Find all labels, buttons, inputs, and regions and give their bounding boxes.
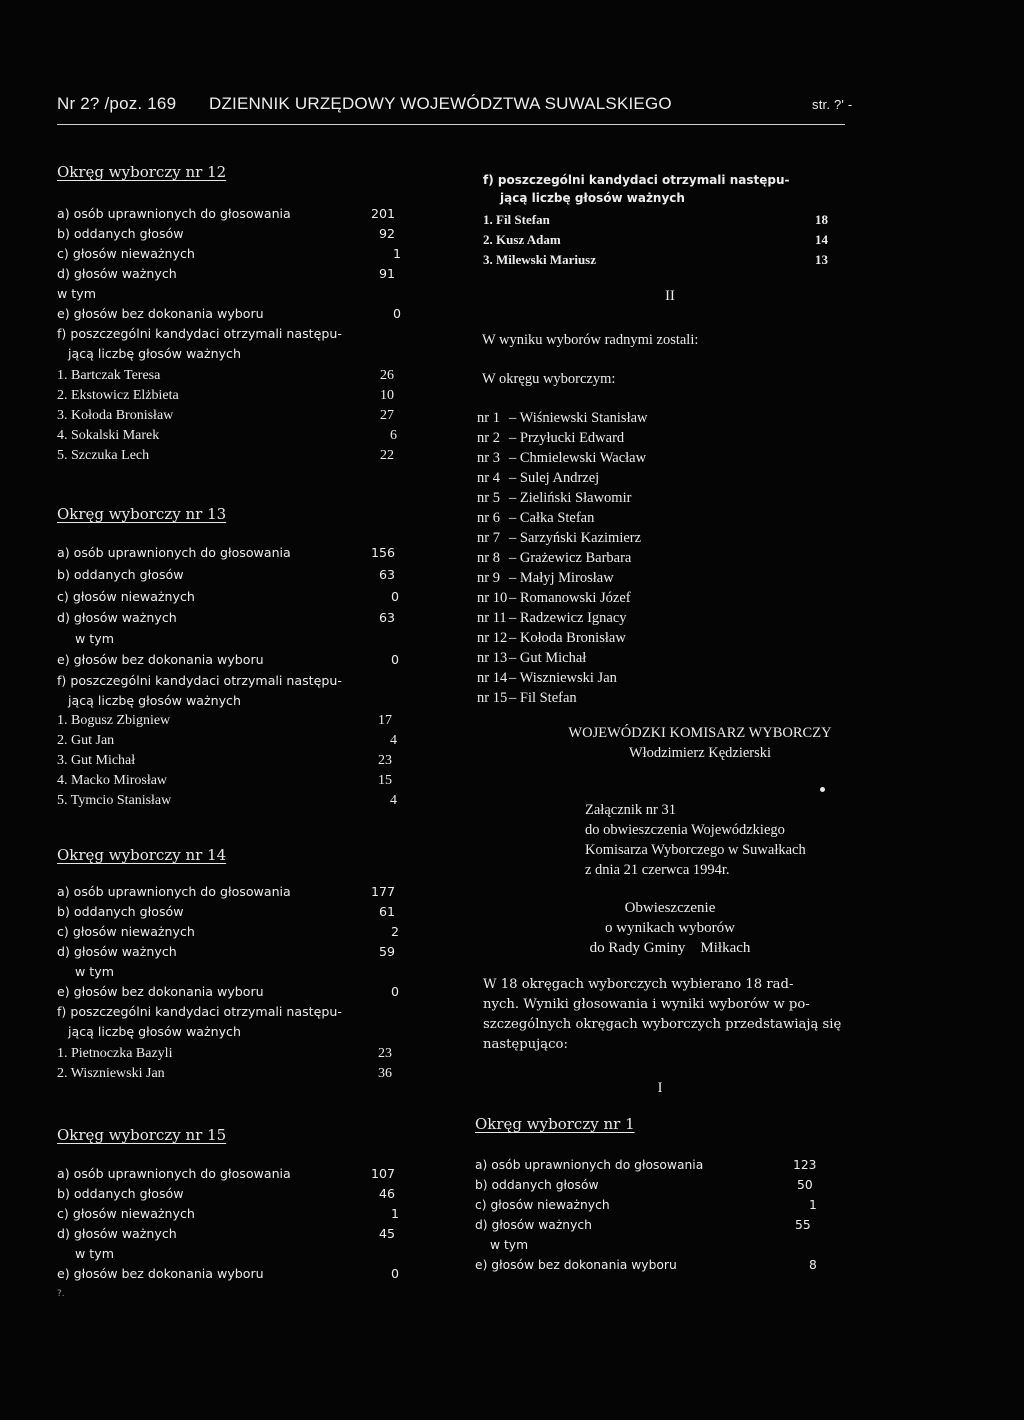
paragraph-line: następująco: [483,1037,568,1052]
councillor-row [477,568,614,588]
councillor-name: – Chmielewski Wacław [509,450,647,466]
line-e [57,1264,400,1284]
label-e: e) głosów bez dokonania wyboru [57,652,264,667]
value-c: 1 [391,1206,400,1221]
candidate [57,791,397,811]
candidate-votes: 23 [378,1046,392,1061]
paragraph-line: szczególnych okręgach wyborczych przedstawiają się [483,1017,842,1032]
candidate-name: 4. Sokalski Marek [57,428,160,443]
label-wtym: w tym [75,631,114,646]
line-c [57,1204,400,1224]
district-no: nr 2 [477,430,500,446]
line-f2: jącą liczbę głosów ważnych [500,191,685,205]
councillor-row [477,488,631,508]
line-a [57,882,396,902]
candidate [57,446,394,466]
label-e: e) głosów bez dokonania wyboru [57,984,264,999]
page-number: str. ?' - [812,97,853,112]
notice-subtitle: do Rady Gminy Miłkach [589,940,751,956]
line-a [57,1164,396,1184]
page-header [57,94,853,120]
candidate-name: 4. Macko Mirosław [57,773,168,788]
label-e: e) głosów bez dokonania wyboru [475,1258,677,1272]
value-e: 8 [809,1258,817,1272]
results-intro: W wyniku wyborów radnymi zostali: [482,332,699,348]
issue-number: Nr 2? /poz. 169 [57,94,177,113]
label-d: d) głosów ważnych [57,1226,177,1241]
line-c [57,922,400,942]
candidate-name: 3. Milewski Mariusz [483,252,597,267]
candidate-name: 3. Kołoda Bronisław [57,408,174,423]
label-a: a) osób uprawnionych do głosowania [475,1158,704,1172]
line-f1: f) poszczególni kandydaci otrzymali następu- [483,173,790,187]
candidate [57,751,392,771]
candidate-votes: 4 [390,793,397,808]
label-d: d) głosów ważnych [475,1218,592,1232]
section-numeral-ii: II [665,288,675,304]
line-b [57,1184,396,1204]
line-d [57,264,396,284]
line-f1 [57,671,342,691]
councillor-row [477,648,586,668]
candidate-name: 2. Wiszniewski Jan [57,1066,165,1081]
candidate [483,210,828,230]
district-title: Okręg wyborczy nr 15 [57,1126,227,1144]
candidate [483,230,828,250]
councillor-name: – Wiszniewski Jan [509,670,617,686]
line-wtym [490,1235,528,1255]
candidate [57,1044,392,1064]
label-f2: jącą liczbę głosów ważnych [68,346,241,361]
line-d [57,1224,396,1244]
district-no: nr 1 [477,410,500,426]
councillor-row [477,528,641,548]
label-f1: f) poszczególni kandydaci otrzymali następu- [57,326,342,341]
district-no: nr 13 [477,650,508,666]
councillor-row [477,628,626,648]
councillor-row [477,428,624,448]
councillor-row [477,688,577,708]
councillor-name: – Sarzyński Kazimierz [509,530,642,546]
line-c [475,1195,817,1215]
district-no: nr 5 [477,490,500,506]
value-c: 0 [391,589,400,604]
value-a: 177 [371,884,396,899]
value-b: 50 [797,1178,813,1192]
candidate [57,386,394,406]
councillor-name: – Radzewicz Ignacy [509,610,627,626]
line-wtym [75,1244,114,1264]
value-b: 46 [379,1186,396,1201]
district-title: Okręg wyborczy nr 14 [57,846,227,864]
councillor-name: – Wiśniewski Stanisław [509,410,648,426]
candidate-votes: 22 [380,448,394,463]
label-c: c) głosów nieważnych [57,246,195,261]
line-d [57,942,396,962]
candidate [57,426,397,446]
candidate-votes: 18 [815,212,828,227]
line-a [57,543,396,563]
line-b [57,565,396,585]
annex-date: z dnia 21 czerwca 1994r. [585,862,730,878]
line-f1 [57,1002,342,1022]
councillor-row [477,668,617,688]
district-no: nr 15 [477,690,508,706]
district-no: nr 7 [477,530,500,546]
label-d: d) głosów ważnych [57,610,177,625]
annex-line: do obwieszczenia Wojewódzkiego [585,822,785,838]
councillor-row [477,588,631,608]
line-f2 [68,344,241,364]
section-numeral-i: I [657,1080,663,1096]
value-d: 45 [379,1226,396,1241]
value-e: 0 [391,1266,400,1281]
results-sub: W okręgu wyborczym: [482,371,616,387]
label-wtym: w tym [75,1246,114,1261]
district-no: nr 10 [477,590,508,606]
councillor-name: – Grażewicz Barbara [509,550,632,566]
line-d [57,608,396,628]
value-b: 63 [379,567,396,582]
header-rule [57,124,845,125]
line-a [57,204,396,224]
candidate-votes: 6 [390,428,397,443]
candidate-votes: 27 [380,408,394,423]
candidate-votes: 15 [378,773,392,788]
label-c: c) głosów nieważnych [57,589,195,604]
candidate-name: 2. Kusz Adam [483,232,561,247]
councillor-row [477,448,646,468]
councillor-name: – Zieliński Sławomir [509,490,632,506]
councillor-name: – Fil Stefan [509,690,577,706]
value-e: 0 [391,984,400,999]
annex-line: Komisarza Wyborczego w Suwałkach [585,842,806,858]
district-no: nr 11 [477,610,507,626]
candidate-name: 1. Bartczak Teresa [57,368,161,383]
candidate-votes: 26 [380,368,394,383]
value-c: 1 [393,246,402,261]
line-a [475,1155,817,1175]
label-b: b) oddanych głosów [57,226,184,241]
label-f2: jącą liczbę głosów ważnych [68,693,241,708]
commissioner-title: WOJEWÓDZKI KOMISARZ WYBORCZY [568,725,832,741]
intro-paragraph [483,975,853,1055]
candidate-votes: 17 [378,713,392,728]
candidate [57,771,392,791]
line-wtym [57,284,96,304]
value-a: 156 [371,545,396,560]
label-a: a) osób uprawnionych do głosowania [57,206,291,221]
label-a: a) osób uprawnionych do głosowania [57,1166,291,1181]
district-title: Okręg wyborczy nr 13 [57,505,227,523]
footmark: ?. [57,1289,65,1299]
line-c [57,587,400,607]
label-wtym: w tym [75,964,114,979]
value-c: 1 [809,1198,817,1212]
district-no: nr 14 [477,670,508,686]
candidate-name: 3. Gut Michał [57,753,136,768]
councillor-name: – Małyj Mirosław [509,570,614,586]
value-a: 107 [371,1166,396,1181]
line-b [57,902,396,922]
candidate [57,731,397,751]
paragraph-line: W 18 okręgach wyborczych wybierano 18 rad- [483,977,794,992]
label-d: d) głosów ważnych [57,944,177,959]
district-no: nr 12 [477,630,508,646]
line-f1 [57,324,342,344]
councillor-name: – Przyłucki Edward [509,430,625,446]
district-no: nr 8 [477,550,500,566]
notice-title: Obwieszczenie [624,900,716,916]
label-b: b) oddanych głosów [57,567,184,582]
label-c: c) głosów nieważnych [57,924,195,939]
label-d: d) głosów ważnych [57,266,177,281]
line-d [475,1215,811,1235]
label-c: c) głosów nieważnych [475,1198,610,1212]
line-f2 [68,691,241,711]
line-e [57,304,402,324]
value-d: 91 [379,266,396,281]
candidate-name: 1. Bogusz Zbigniew [57,713,171,728]
label-b: b) oddanych głosów [57,1186,184,1201]
councillor-name: – Całka Stefan [509,510,595,526]
line-e [57,650,400,670]
councillor-row [477,408,648,428]
label-a: a) osób uprawnionych do głosowania [57,545,291,560]
candidate-name: 5. Szczuka Lech [57,448,150,463]
label-e: e) głosów bez dokonania wyboru [57,1266,264,1281]
line-b [475,1175,813,1195]
value-e: 0 [393,306,402,321]
district-no: nr 3 [477,450,500,466]
notice-subtitle: o wynikach wyborów [605,920,735,936]
candidate-name: 2. Ekstowicz Elżbieta [57,388,179,403]
candidate-votes: 13 [815,252,828,267]
candidate-name: 2. Gut Jan [57,733,115,748]
value-d: 59 [379,944,396,959]
label-f1: f) poszczególni kandydaci otrzymali następu- [57,673,342,688]
candidate [57,366,394,386]
value-b: 61 [379,904,396,919]
district-no: nr 9 [477,570,500,586]
candidate [57,406,394,426]
line-f2 [68,1022,241,1042]
district-no: nr 4 [477,470,500,486]
councillor-row [477,468,599,488]
district-title: Okręg wyborczy nr 1 [475,1115,635,1133]
candidate [57,1064,392,1084]
councillor-name: – Sulej Andrzej [509,470,600,486]
councillor-name: – Kołoda Bronisław [509,630,626,646]
value-b: 92 [379,226,396,241]
value-d: 55 [795,1218,811,1232]
candidate [57,711,392,731]
councillor-row [477,548,631,568]
district-title: Okręg wyborczy nr 12 [57,163,227,181]
candidate [483,250,828,270]
annex-number: Załącznik nr 31 [585,802,676,818]
candidate-votes: 23 [378,753,392,768]
label-f1: f) poszczególni kandydaci otrzymali następu- [57,1004,342,1019]
councillor-row [477,508,594,528]
line-c [57,244,402,264]
candidate-name: 1. Fil Stefan [483,212,550,227]
label-f2: jącą liczbę głosów ważnych [68,1024,241,1039]
line-e [57,982,400,1002]
candidate-votes: 4 [390,733,397,748]
label-a: a) osób uprawnionych do głosowania [57,884,291,899]
journal-title: DZIENNIK URZĘDOWY WOJEWÓDZTWA SUWALSKIEGO [209,94,672,113]
candidate-votes: 14 [815,232,828,247]
councillor-name: – Gut Michał [509,650,587,666]
district-no: nr 6 [477,510,500,526]
value-a: 123 [793,1158,817,1172]
label-b: b) oddanych głosów [475,1178,599,1192]
councillor-row [477,608,627,628]
dot-mark [820,787,825,792]
label-c: c) głosów nieważnych [57,1206,195,1221]
candidate-name: 1. Pietnoczka Bazyli [57,1046,173,1061]
value-a: 201 [371,206,396,221]
label-e: e) głosów bez dokonania wyboru [57,306,264,321]
value-c: 2 [391,924,400,939]
councillor-name: – Romanowski Józef [509,590,631,606]
line-b [57,224,396,244]
candidate-votes: 10 [380,388,394,403]
candidate-votes: 36 [378,1066,392,1081]
line-wtym [75,629,114,649]
line-wtym [75,962,114,982]
commissioner-name: Włodzimierz Kędzierski [628,745,772,761]
value-d: 63 [379,610,396,625]
label-wtym: w tym [57,286,96,301]
value-e: 0 [391,652,400,667]
paragraph-line: nych. Wyniki głosowania i wyniki wyborów w po- [483,997,810,1012]
label-b: b) oddanych głosów [57,904,184,919]
candidate-name: 5. Tymcio Stanisław [57,793,172,808]
line-e [475,1255,817,1275]
label-wtym: w tym [490,1238,529,1252]
